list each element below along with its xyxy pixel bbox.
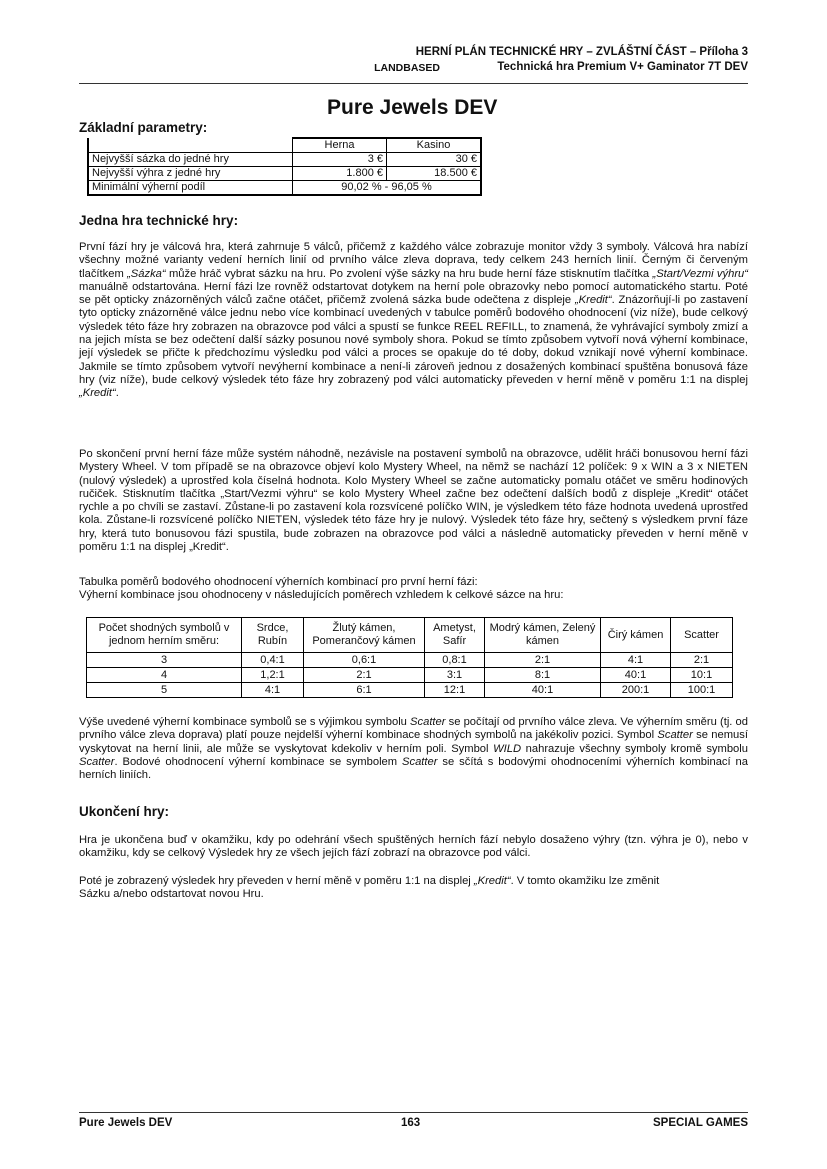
paragraph-game-end: Hra je ukončena buď v okamžiku, kdy po odehrání všech spuštěných herních fází nebylo dosaženo výhry (tzn. výhra je 0), nebo v okamžiku, kdy se celkový Výsledek hry ze všech jejích fází zobrazí na obrazovce pod válci. [79, 834, 748, 860]
text: může hráč vybrat sázku na hru. Po zvolení výše sázky na hru bude herní fáze stisknutím tlačítka [165, 267, 653, 280]
cell: 3 [87, 653, 242, 668]
header-cell: Srdce, Rubín [242, 618, 304, 653]
header-cell: Počet shodných symbolů v jednom herním směru: [87, 618, 242, 653]
header-landbased: LANDBASED [374, 62, 440, 74]
cell: 2:1 [671, 653, 733, 668]
cell: 40:1 [485, 683, 601, 698]
header-subtitle [374, 61, 748, 74]
params-heading: Základní parametry: [79, 120, 208, 135]
kasino-value: 18.500 € [387, 167, 482, 181]
text: . Znázorňují-li po zastavení tyto opticky znázorněné válce jednu nebo více kombinací uvedených v tabulce poměrů bodového ohodnocení (viz níže), bude celkový výsledek této fáze hry zobrazen na obrazovce pod válci a spustí se funkce REEL REFILL, to znamená, že vyhrávající symboly zmizí a na jejich místa se bez odečtení další sázky posunou nové symboly shora. Pokud se tímto způsobem vytvoří nová výherní kombinace, její výsledek se přičte k předchozímu výsledku pod válci a proces se opakuje do té doby, dokud vznikají nové výherní kombinace. Jakmile se tímto způsobem vytvoří nevýherní kombinace a není-li zároveň jednou z dosažených kombinací spuštěna bonusová fáze hry (viz níže), bude celkový výsledek této fáze hry zobrazený pod válci automaticky převeden v herní měně v poměru 1:1 na displej [79, 294, 749, 386]
table-row [88, 153, 481, 167]
page-number: 163 [401, 1117, 421, 1129]
header-cell: Čirý kámen [601, 618, 671, 653]
herna-value: 1.800 € [293, 167, 387, 181]
cell: 4 [87, 668, 242, 683]
col-herna: Herna [293, 138, 387, 153]
text: Tabulka poměrů bodového ohodnocení výherních kombinací pro první herní fázi: [79, 576, 478, 588]
text-italic: „Kredit“ [79, 387, 116, 400]
blank-cell [88, 138, 293, 153]
combined-value: 90,02 % - 96,05 % [293, 181, 482, 196]
text: manuálně odstartována. Herní fázi lze rovněž odstartovat dotykem na herní pole obrazovky nebo pomocí automatického startu. Poté se pět opticky znázorněných válců začne otáčet, přičemž zvolená sázka bude odečtena z displeje [79, 280, 748, 307]
cell: 2:1 [304, 668, 425, 683]
row-label: Minimální výherní podíl [88, 181, 293, 196]
footer-game-name: Pure Jewels DEV [79, 1117, 173, 1129]
header-cell: Modrý kámen, Zelený kámen [485, 618, 601, 653]
text: . Bodové ohodnocení výherní kombinace se symbolem [114, 755, 403, 768]
header-cell: Ametyst, Safír [425, 618, 485, 653]
text: . [115, 387, 119, 400]
text: Poté je zobrazený výsledek hry převeden v herní měně v poměru 1:1 na displej [79, 875, 474, 887]
params-header-row [88, 138, 481, 153]
cell: 0,8:1 [425, 653, 485, 668]
page-header [79, 46, 748, 84]
cell: 8:1 [485, 668, 601, 683]
paragraph-scatter-rules [79, 716, 748, 782]
cell: 0,6:1 [304, 653, 425, 668]
col-kasino: Kasino [387, 138, 482, 153]
win-ratio-table [86, 617, 733, 698]
paragraph-credit-transfer [79, 875, 748, 902]
footer-category: SPECIAL GAMES [653, 1117, 748, 1129]
params-table [87, 137, 482, 196]
cell: 12:1 [425, 683, 485, 698]
cell: 2:1 [485, 653, 601, 668]
cell: 4:1 [601, 653, 671, 668]
text: První fází hry je válcová hra, která zahrnuje 5 válců, přičemž z každého válce zobrazuje monitor vždy 3 symboly. Válcová hra nabízí všechny možné varianty vedení herních linií od prvního válce zleva doprava, tedy celkem 243 herních linií. Černým či červeným tlačítkem [79, 241, 748, 280]
table-row [87, 653, 733, 668]
text-italic: „Sázka“ [127, 267, 166, 280]
cell: 3:1 [425, 668, 485, 683]
cell: 5 [87, 683, 242, 698]
row-label: Nejvyšší výhra z jedné hry [88, 167, 293, 181]
text-italic: WILD [493, 742, 522, 755]
header-game-name: Technická hra Premium V+ Gaminator 7T DEV [497, 61, 748, 73]
header-title: HERNÍ PLÁN TECHNICKÉ HRY – ZVLÁŠTNÍ ČÁST – Příloha 3 [415, 46, 748, 58]
cell: 40:1 [601, 668, 671, 683]
text-italic: Scatter [402, 755, 438, 768]
paragraph-reel-game [79, 241, 748, 401]
row-label: Nejvyšší sázka do jedné hry [88, 153, 293, 167]
text: se sčítá s bodovými ohodnoceními výherních kombinací na herních liniích. [79, 755, 749, 782]
section-heading-end: Ukončení hry: [79, 804, 170, 819]
text-italic: „Kredit“ [574, 294, 612, 307]
table-row [88, 181, 481, 196]
table-row [87, 683, 733, 698]
section-heading-game: Jedna hra technické hry: [79, 213, 239, 228]
page-footer [79, 1112, 748, 1132]
text: nahrazuje všechny symboly kromě symbolu [521, 742, 748, 755]
cell: 0,4:1 [242, 653, 304, 668]
cell: 4:1 [242, 683, 304, 698]
text-italic: „Kredit“ [473, 875, 511, 887]
win-table-header [87, 618, 733, 653]
text-italic: Scatter [657, 729, 693, 742]
header-cell: Žlutý kámen, Pomerančový kámen [304, 618, 425, 653]
cell: 100:1 [671, 683, 733, 698]
text-italic: „Start/Vezmi výhru“ [652, 267, 748, 280]
herna-value: 3 € [293, 153, 387, 167]
page-title: Pure Jewels DEV [327, 96, 498, 119]
table-row [87, 668, 733, 683]
paragraph-mystery-wheel: Po skončení první herní fáze může systém náhodně, nezávisle na postavení symbolů na obrazovce, udělit hráči bonusovou herní fázi Mystery Wheel. V tom případě se na obrazovce objeví kolo Mystery Wheel, na němž se nachází 12 políček: 9 x WIN a 3 x NIETEN (nulový výsledek) a uprostřed kola číselná hodnota. Kolo Mystery Wheel se začne automaticky pomalu otáčet ve směru hodinových ručiček. Stisknutím tlačítka „Start/Vezmi výhru“ se kolo Mystery Wheel začne bez odečtení dalších bodů z displeje „Kredit“ otáčet rychle a po chvíli se zastaví. Zůstane-li po zastavení kola rozsvícené políčko WIN, je výsledkem této fáze hodnota uvedená uprostřed kola. Zůstane-li rozsvícené políčko NIETEN, výsledek této fáze hry je nulový. Výsledek této fáze hry, sečtený s výsledkem první fáze hry, která tuto bonusovou fázi spustila, bude zobrazen na obrazovce pod válci a následně automaticky převeden v herní měně v poměru 1:1 na displej „Kredit“. [79, 448, 748, 554]
cell: 1,2:1 [242, 668, 304, 683]
text: Výše uvedené výherní kombinace symbolů se s výjimkou symbolu [79, 716, 411, 728]
text: Sázku a/nebo odstartovat novou Hru. [79, 888, 264, 901]
text: Výherní kombinace jsou ohodnoceny v následujících poměrech vzhledem k celkové sázce na hru: [79, 589, 564, 602]
text-italic: Scatter [79, 755, 115, 768]
kasino-value: 30 € [387, 153, 482, 167]
text: . V tomto okamžiku lze změnit [510, 875, 660, 887]
header-cell: Scatter [671, 618, 733, 653]
table-row [88, 167, 481, 181]
text-italic: Scatter [410, 716, 446, 728]
cell: 10:1 [671, 668, 733, 683]
cell: 200:1 [601, 683, 671, 698]
paragraph-table-intro [79, 576, 748, 603]
text: se nemusí vyskytovat na herní linii, ale může se vyskytovat kdekoliv v herním poli. Symbol [79, 729, 748, 755]
text: se počítají od prvního válce zleva. Ve výherním směru (tj. od prvního válce zleva doprava) platí pouze nejdelší výherní kombinace shodných symbolů na jakékoliv pozici. Symbol [79, 716, 748, 742]
cell: 6:1 [304, 683, 425, 698]
